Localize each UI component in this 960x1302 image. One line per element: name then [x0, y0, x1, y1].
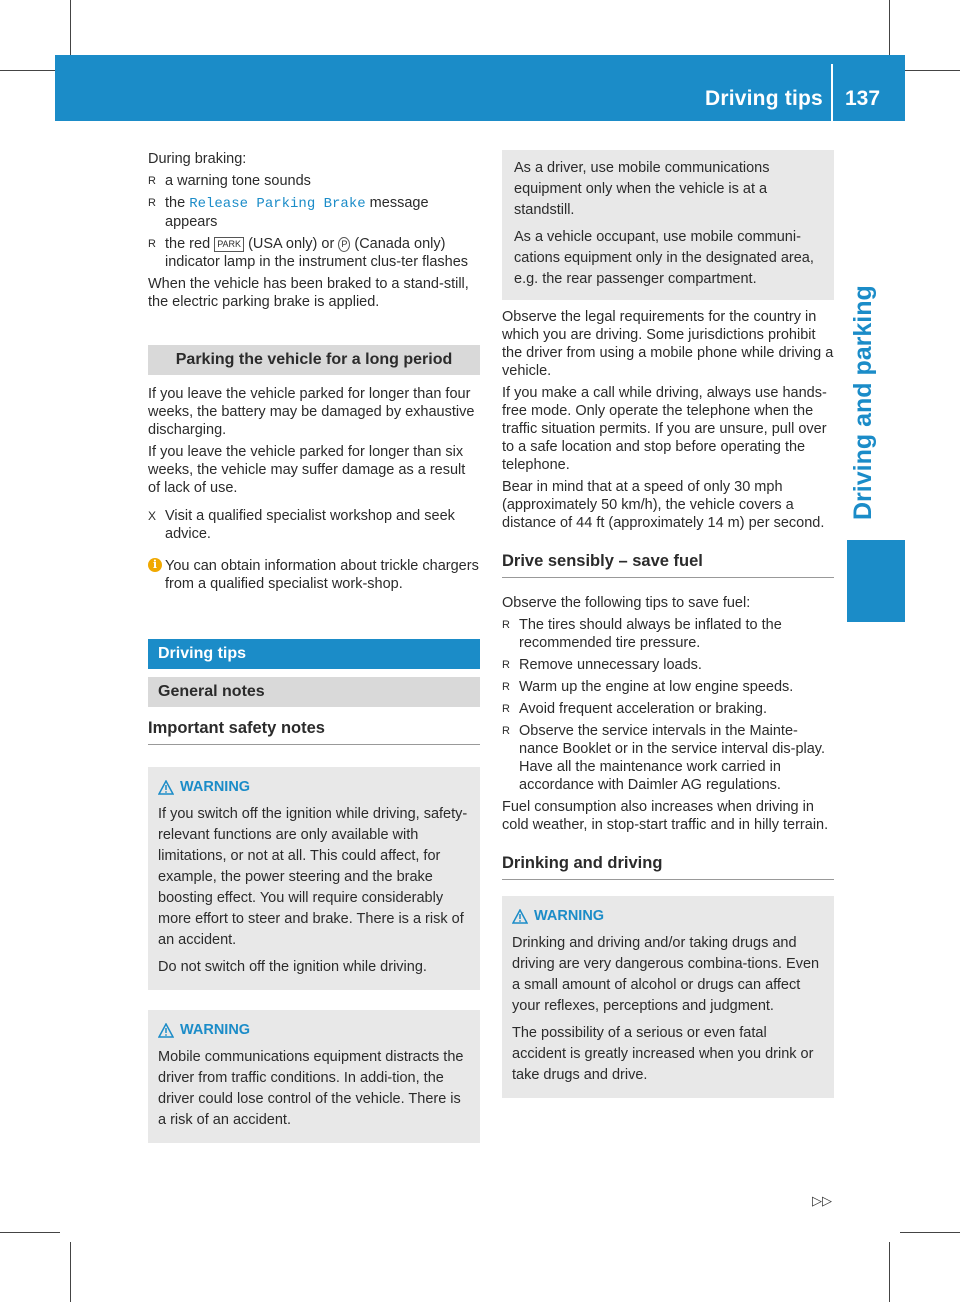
- warning-title: WARNING: [180, 779, 251, 795]
- list-item: R Avoid frequent acceleration or braking.: [502, 701, 767, 717]
- warning-triangle-icon: [158, 780, 174, 795]
- display-message: Release Parking Brake: [189, 196, 366, 212]
- crop-mark: [900, 70, 960, 71]
- list-item: R the Release Parking Brake message appears: [148, 195, 429, 230]
- header-separator: [831, 64, 833, 121]
- header-title: Driving tips: [705, 87, 823, 110]
- fuel-after: Fuel consumption also increases when driving in cold weather, in stop-start traffic and in hilly terrain.: [502, 799, 829, 833]
- bullet-icon: R: [502, 619, 510, 631]
- warning-box: [148, 767, 480, 990]
- section-heading-driving-tips: Driving tips: [148, 639, 480, 669]
- crop-mark: [889, 1242, 890, 1302]
- warning-text: Drinking and driving and/or taking drugs and driving are very dangerous combina-tions. Even a small amount of alcohol or drugs can affect your reflexes, perceptions and judgment.: [512, 935, 820, 1014]
- bullet-icon: R: [502, 703, 510, 715]
- warning-text: Do not switch off the ignition while driving.: [158, 959, 427, 975]
- warning-title: WARNING: [180, 1022, 251, 1038]
- section-heading-parking: Parking the vehicle for a long period: [148, 345, 480, 375]
- list-item: R Observe the service intervals in the Mainte-nance Booklet or in the service interval dis-play. Have all the maintenance work carried in accordance with Daimler AG regulations.: [502, 723, 825, 793]
- warning-text: The possibility of a serious or even fatal accident is greatly increased when you drink or take drugs and drive.: [512, 1025, 814, 1083]
- parking-brake-indicator-icon: P: [338, 237, 350, 252]
- box-paragraph: As a vehicle occupant, use mobile communi-cations equipment only in the designated area, e.g. the rear passenger compartment.: [514, 229, 814, 287]
- info-icon: i: [148, 558, 162, 572]
- page-number: 137: [845, 87, 881, 110]
- left-column: [148, 150, 480, 1143]
- crop-mark: [70, 1242, 71, 1302]
- bullet-icon: R: [502, 681, 510, 693]
- list-item: R a warning tone sounds: [148, 173, 311, 189]
- action-arrow-icon: X: [148, 509, 157, 523]
- action-step: X Visit a qualified specialist workshop and seek advice.: [148, 508, 455, 542]
- crop-mark: [900, 1232, 960, 1233]
- bullet-icon: R: [148, 197, 156, 209]
- warning-text: Mobile communications equipment distracts the driver from traffic conditions. In addi-tion, the driver could lose control of the vehicle. There is a risk of an accident.: [158, 1049, 464, 1128]
- right-column: [502, 150, 834, 1098]
- crop-mark: [70, 0, 71, 60]
- warning-text: If you switch off the ignition while driving, safety-relevant functions are only available with limitations, or not at all. This could affect, for example, the power steering and the brake boosting effect. You will require considerably more effort to steer and brake. There is a risk of an accident.: [158, 806, 468, 948]
- crop-mark: [0, 70, 60, 71]
- warning-box: [148, 1010, 480, 1143]
- bullet-icon: R: [502, 659, 510, 671]
- crop-mark: [0, 1232, 60, 1233]
- paragraph: If you make a call while driving, always use hands-free mode. Only operate the telephone when the traffic situation permits. If you are unsure, pull over to a safe location and stop before operating the telephone.: [502, 385, 827, 473]
- heading-drive-sensibly: Drive sensibly – save fuel: [502, 552, 834, 578]
- box-paragraph: As a driver, use mobile communications equipment only when the vehicle is at a standstill.: [514, 160, 770, 218]
- bullet-icon: R: [148, 238, 156, 250]
- warning-triangle-icon: [512, 909, 528, 924]
- info-note: i You can obtain information about trickle chargers from a qualified specialist work-shop.: [148, 557, 480, 593]
- fuel-intro: Observe the following tips to save fuel:: [502, 595, 751, 611]
- side-tab-label: Driving and parking: [849, 285, 877, 520]
- crop-mark: [889, 0, 890, 60]
- subsection-heading-general-notes: General notes: [148, 677, 480, 707]
- heading-important-safety: Important safety notes: [148, 719, 480, 745]
- list-item: R The tires should always be inflated to the recommended tire pressure.: [502, 617, 782, 651]
- mobile-usage-box: [502, 150, 834, 300]
- paragraph: Bear in mind that at a speed of only 30 mph (approximately 50 km/h), the vehicle covers a distance of 44 ft (approximately 14 m) per second.: [502, 479, 825, 531]
- braking-intro: During braking:: [148, 151, 247, 167]
- parking-paragraph-2: If you leave the vehicle parked for longer than six weeks, the vehicle may suffer damage as a result of lack of use.: [148, 444, 466, 496]
- parking-paragraph-1: If you leave the vehicle parked for longer than four weeks, the battery may be damaged by exhaustive discharging.: [148, 386, 475, 438]
- warning-box: [502, 896, 834, 1098]
- braking-after: When the vehicle has been braked to a stand-still, the electric parking brake is applied.: [148, 276, 469, 310]
- bullet-icon: R: [502, 725, 510, 737]
- side-tab-block: [847, 540, 905, 622]
- paragraph: Observe the legal requirements for the country in which you are driving. Some jurisdictions prohibit the driver from using a mobile phone while driving a vehicle.: [502, 309, 834, 379]
- park-indicator-icon: PARK: [214, 237, 244, 252]
- bullet-icon: R: [148, 175, 156, 187]
- list-item: R Warm up the engine at low engine speeds.: [502, 679, 794, 695]
- list-item: R Remove unnecessary loads.: [502, 657, 702, 673]
- heading-drinking-driving: Drinking and driving: [502, 854, 834, 880]
- list-item: R the red PARK (USA only) or P (Canada only) indicator lamp in the instrument clus-ter flashes: [148, 236, 469, 270]
- warning-triangle-icon: [158, 1023, 174, 1038]
- warning-title: WARNING: [534, 908, 605, 924]
- continue-arrow-icon: ▷▷: [812, 1193, 832, 1208]
